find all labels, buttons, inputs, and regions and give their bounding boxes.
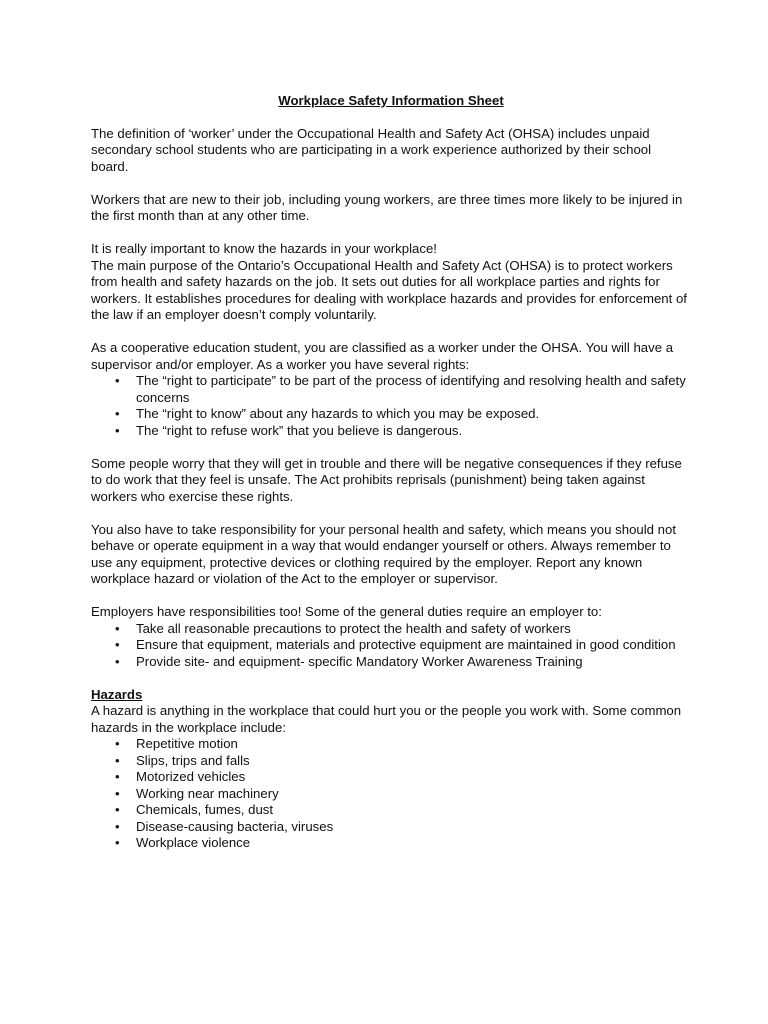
list-item: • The “right to participate” to be part of the process of identifying and resolving health and safety concerns [91,373,691,406]
list-item: • Motorized vehicles [91,769,691,786]
page-title: Workplace Safety Information Sheet [278,93,504,108]
list-item: • Slips, trips and falls [91,753,691,770]
hazards-list [91,736,691,852]
list-item: • Provide site- and equipment- specific Mandatory Worker Awareness Training [91,654,691,671]
paragraph-worker-definition: The definition of ‘worker’ under the Occupational Health and Safety Act (OHSA) includes unpaid secondary school students who are participating in a work experience authorized by their school board. [91,125,652,174]
list-item: • Repetitive motion [91,736,691,753]
list-item: • Take all reasonable precautions to protect the health and safety of workers [91,621,691,638]
list-item: • Chemicals, fumes, dust [91,802,691,819]
paragraph-responsibility: You also have to take responsibility for your personal health and safety, which means you should not behave or operate equipment in a way that would endanger yourself or others. Always remember to use any equipment, protective devices or clothing required by the employer. Report any known workplace hazard or violation of the Act to the employer or supervisor. [91,521,677,586]
list-item: • The “right to know” about any hazards to which you may be exposed. [91,406,691,423]
hazards-heading: Hazards [91,686,143,702]
rights-list [91,373,691,439]
paragraph-know-hazards: It is really important to know the hazards in your workplace! [91,241,437,256]
paragraph-ohsa-purpose: The main purpose of the Ontario’s Occupational Health and Safety Act (OHSA) is to protect workers from health and safety hazards on the job. It sets out duties for all workplace parties and rights for workers. It establishes procedures for dealing with workplace hazards and provides for enforcement of the law if an employer doesn’t comply voluntarily. [91,257,687,322]
list-item: • Working near machinery [91,786,691,803]
paragraph-student-rights: As a cooperative education student, you are classified as a worker under the OHSA. You will have a supervisor and/or employer. As a worker you have several rights: [91,340,674,372]
list-item: • Ensure that equipment, materials and protective equipment are maintained in good condition [91,637,691,654]
paragraph-hazards-intro: A hazard is anything in the workplace that could hurt you or the people you work with. Some common hazards in the workplace include: [91,703,682,735]
employer-duties-list [91,621,691,671]
paragraph-new-workers: Workers that are new to their job, including young workers, are three times more likely to be injured in the first month than at any other time. [91,191,683,223]
paragraph-employer-duties: Employers have responsibilities too! Some of the general duties require an employer to: [91,604,602,619]
paragraph-reprisals: Some people worry that they will get in trouble and there will be negative consequences if they refuse to do work that they feel is unsafe. The Act prohibits reprisals (punishment) being taken against workers who exercise these rights. [91,455,682,504]
list-item: • The “right to refuse work” that you believe is dangerous. [91,423,691,440]
list-item: • Workplace violence [91,835,691,852]
document-page [91,93,691,868]
list-item: • Disease-causing bacteria, viruses [91,819,691,836]
